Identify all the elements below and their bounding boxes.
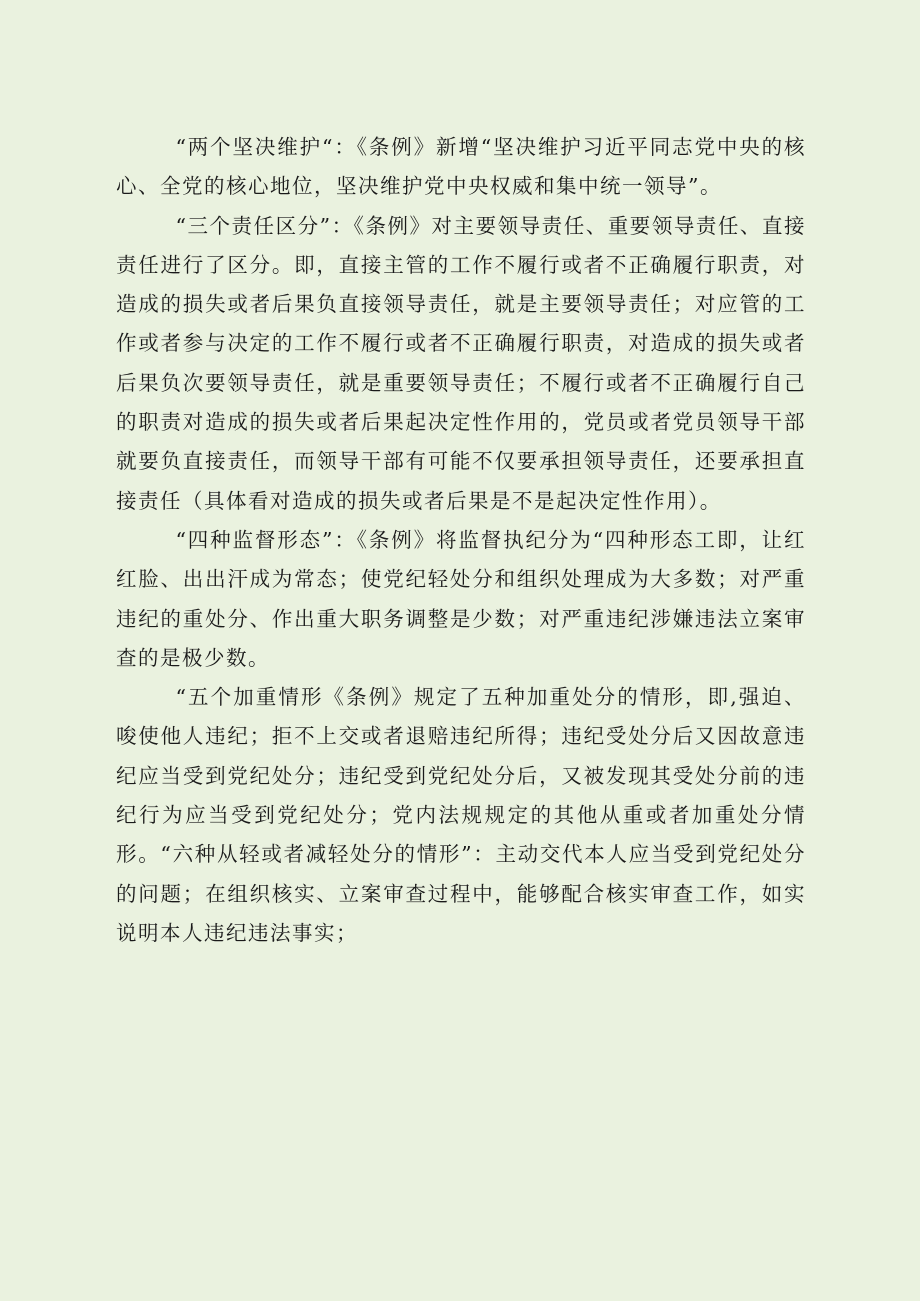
paragraph-four-supervision-forms: “四种监督形态”：《条例》将监督执纪分为“四种形态工即，让红红脸、出出汗成为常态；使党纪轻处分和组织处理成为大多数；对严重违纪的重处分、作出重大职务调整是少数；对严重违纪涉嫌违法立案审查的是极少数。 <box>116 527 806 670</box>
paragraph-three-responsibility-distinctions: “三个责任区分”：《条例》对主要领导责任、重要领导责任、直接责任进行了区分。即，直接主管的工作不履行或者不正确履行职责，对造成的损失或者后果负直接领导责任，就是主要领导责任；对应管的工作或者参与决定的工作不履行或者不正确履行职责，对造成的损失或者后果负次要领导责任，就是重要领导责任；不履行或者不正确履行自己的职责对造成的损失或者后果起决定性作用的，党员或者党员领导干部就要负直接责任，而领导干部有可能不仅要承担领导责任，还要承担直接责任（具体看对造成的损失或者后果是不是起决定性作用）。 <box>116 213 806 513</box>
paragraph-five-aggravating-circumstances: “五个加重情形《条例》规定了五种加重处分的情形，即,强迫、唆使他人违纪；拒不上交或者退赔违纪所得；违纪受处分后又因故意违纪应当受到党纪处分；违纪受到党纪处分后，又被发现其受处分前的违纪行为应当受到党纪处分；党内法规规定的其他从重或者加重处分情形。“六种从轻或者减轻处分的情形”：主动交代本人应当受到党纪处分的问题；在组织核实、立案审查过程中，能够配合核实审查工作，如实说明本人违纪违法事实； <box>116 685 806 945</box>
document-body <box>116 128 806 953</box>
paragraph-two-resolute-safeguards: “两个坚决维护“：《条例》新增“坚决维护习近平同志党中央的核心、全党的核心地位，坚决维护党中央权威和集中统一领导”。 <box>116 135 806 199</box>
